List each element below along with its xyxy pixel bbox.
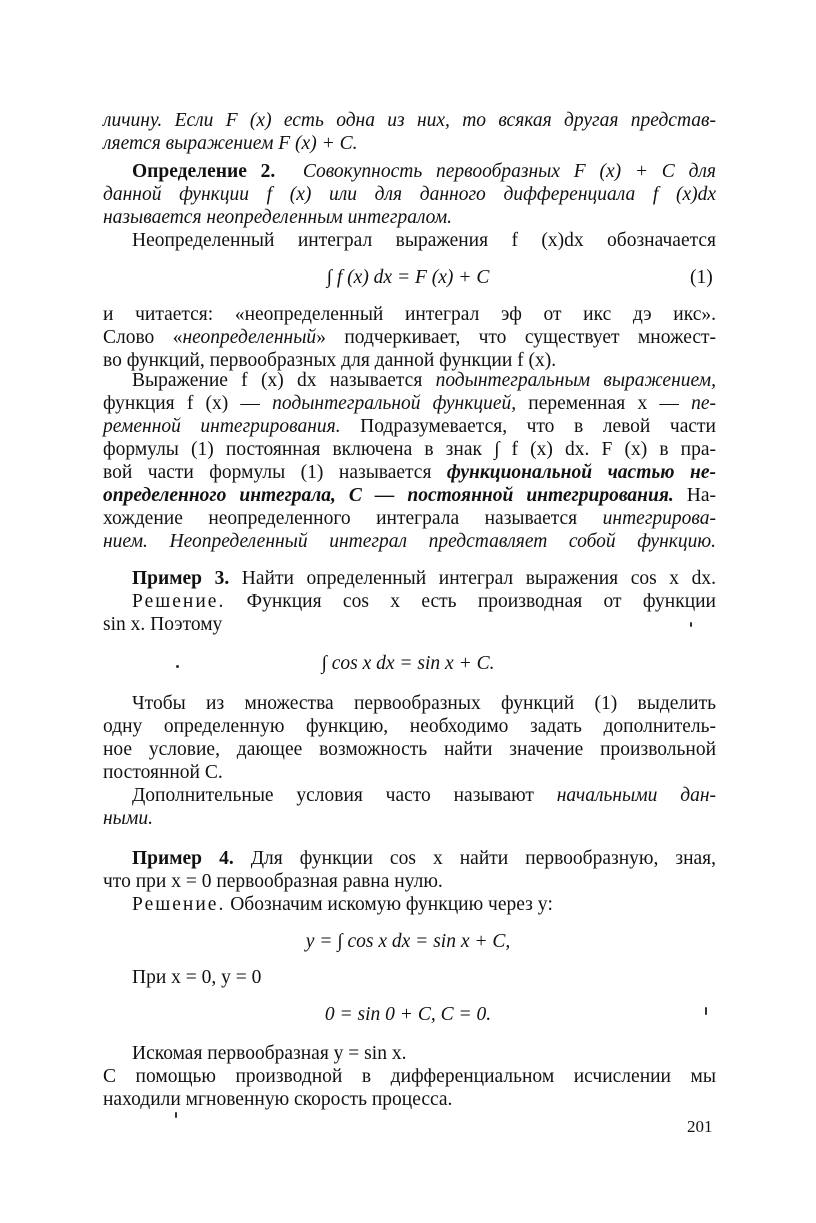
text-span: Искомая первообразная y = sin x. — [132, 1043, 407, 1064]
text-line — [103, 529, 716, 555]
formula-cos-integral — [0, 651, 816, 677]
text-line — [103, 806, 716, 832]
scan-speck — [176, 665, 179, 668]
text-span: определенного интеграла, C — постоянной интегрирования. — [103, 485, 674, 506]
formula-initial-condition — [0, 1002, 816, 1028]
scan-speck — [175, 1112, 177, 1118]
text-span: ременной интегрирования. — [103, 416, 341, 437]
definition-label: Определение 2. — [132, 161, 276, 182]
formula-number — [690, 265, 713, 291]
text-line — [103, 612, 716, 638]
page-number: 201 — [687, 1117, 713, 1136]
text-span: ными. — [103, 808, 153, 829]
text-line — [132, 228, 716, 254]
text-span: и читается: «неопределенный интеграл эф от икс дэ икс». — [103, 304, 716, 325]
text-span: Неопределенный интеграл выражения f (x)dx обозначается — [132, 230, 716, 251]
text-span: Слово « — [103, 327, 183, 348]
scan-speck — [705, 1007, 707, 1015]
text-span: С помощью производной в дифференциальном исчислении мы — [103, 1066, 716, 1087]
text-span: одну определенную функцию, необходимо задать дополнитель- — [103, 716, 716, 737]
text-span: неопределенный — [182, 327, 317, 348]
text-span: данной функции f (x) или для данного дифференциала f (x)dx — [103, 184, 716, 205]
formula-y-definition — [0, 929, 816, 955]
text-span: Для функции cos x найти первообразную, зная, — [233, 848, 717, 869]
text-span: находили мгновенную скорость процесса. — [103, 1089, 453, 1110]
solution-label: Решение. — [132, 591, 226, 612]
text-span: Совокупность первообразных F (x) + C для — [302, 161, 716, 182]
example-label: Пример 4. — [132, 848, 234, 869]
text-span: что при x = 0 первообразная равна нулю. — [103, 871, 443, 892]
text-line — [103, 1087, 716, 1113]
text-line — [103, 131, 716, 157]
text-span: Чтобы из множества первообразных функций (1) выделить — [132, 693, 716, 714]
text-span: При x = 0, y = 0 — [132, 967, 262, 988]
text-span: Найти определенный интеграл выражения cos x dx. — [229, 568, 716, 589]
formula-text: 0 = sin 0 + C, C = 0. — [324, 1004, 492, 1025]
text-span: ное условие, дающее возможность найти значение произвольной — [103, 739, 716, 760]
text-span: Функция cos x есть производная от функции — [225, 591, 716, 612]
text-span: Дополнительные условия часто называют — [132, 785, 557, 806]
text-span: функциональной частью не- — [446, 462, 716, 483]
text-span: подынтегральной функцией, — [272, 393, 517, 414]
text-span: интегрирова- — [602, 508, 716, 529]
text-span: нием. Неопределенный интеграл представляет собой функцию. — [103, 531, 716, 552]
text-span: Подразумевается, что в левой части — [340, 416, 716, 437]
text-span: » подчеркивает, что существует множест- — [316, 327, 716, 348]
text-span: Обозначим искомую функцию через y: — [225, 894, 553, 915]
example-label: Пример 3. — [132, 568, 230, 589]
text-span: начальными дан- — [556, 785, 717, 806]
text-span: хождение неопределенного интеграла называется — [103, 508, 603, 529]
text-span: формулы (1) постоянная включена в знак ∫ f (x) dx. F (x) в пра- — [103, 439, 716, 460]
text-span: На- — [673, 485, 716, 506]
text-span: sin x. Поэтому — [103, 614, 223, 635]
text-span: ляется выражением F (x) + C. — [103, 133, 358, 154]
formula-text: ∫ f (x) dx = F (x) + C — [326, 267, 490, 288]
text-span: функция f (x) — — [103, 393, 273, 414]
text-span: личину. Если F (x) есть одна из них, то всякая другая представ- — [103, 110, 716, 131]
text-span: называется неопределенным интегралом. — [103, 207, 453, 228]
scan-speck — [690, 622, 692, 627]
text-span: во функций, первообразных для данной функции f (x). — [103, 350, 557, 371]
formula-text: ∫ cos x dx = sin x + C. — [321, 653, 495, 674]
text-line — [132, 965, 716, 991]
formula-text: y = ∫ cos x dx = sin x + C, — [305, 931, 511, 952]
formula-number-text: (1) — [690, 267, 713, 288]
text-span: вой части формулы (1) называется — [103, 462, 447, 483]
text-span: переменная x — — [516, 393, 692, 414]
text-span: пе- — [691, 393, 716, 414]
text-span: подынтегральным выражением, — [435, 370, 716, 391]
text-line — [132, 892, 716, 918]
text-span: постоянной C. — [103, 762, 223, 783]
solution-label: Решение. — [132, 894, 226, 915]
text-span: Выражение f (x) dx называется — [132, 370, 436, 391]
